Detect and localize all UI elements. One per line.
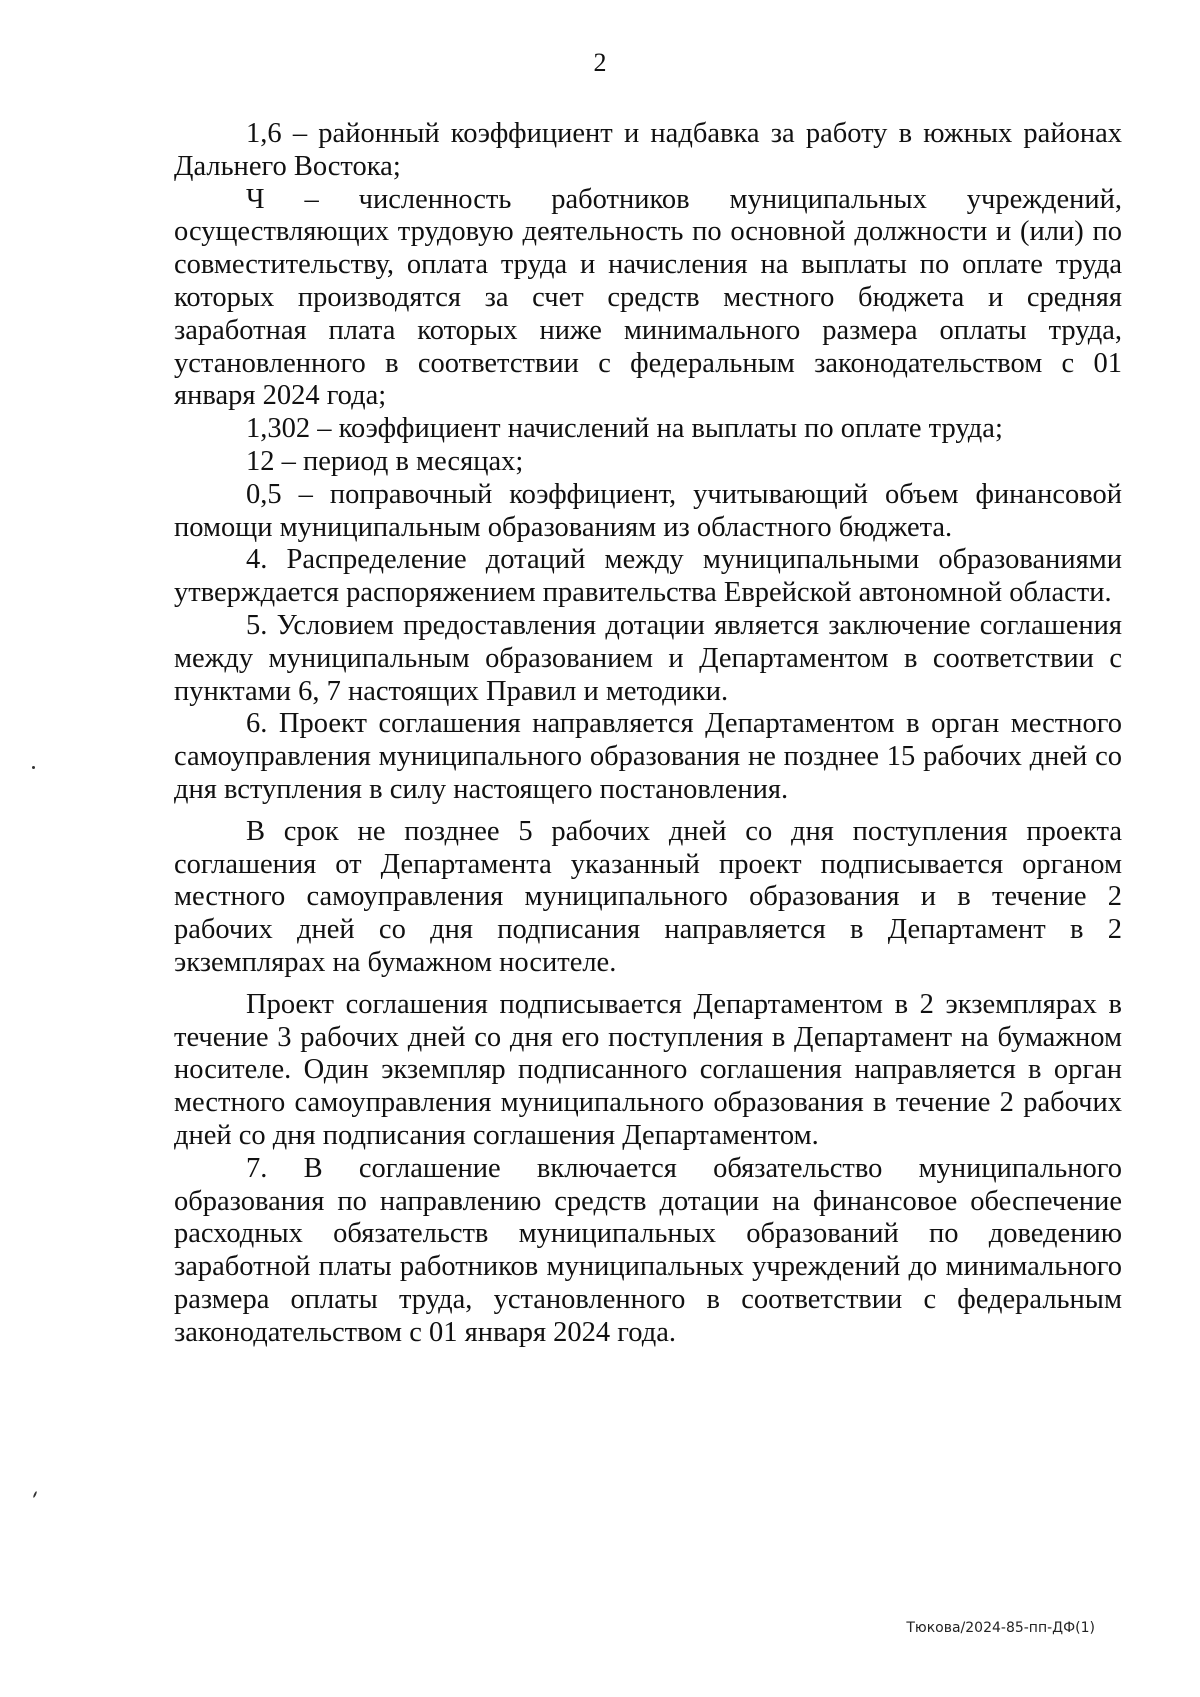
document-body (174, 118, 1122, 1349)
paragraph-item-4: 4. Распределение дотаций между муниципальными образованиями утверждается распоряжением правительства Еврейской автономной области. (174, 544, 1122, 609)
paragraph-item-5: 5. Условием предоставления дотации является заключение соглашения между муниципальным образованием и Департаментом в соответствии с пунктами 6, 7 настоящих Правил и методики. (174, 609, 1122, 707)
paragraph-period-months: 12 – период в месяцах; (246, 445, 524, 477)
scan-speck (33, 1491, 38, 1498)
document-code: Тюкова/2024-85-пп-ДФ(1) (906, 1620, 1095, 1636)
paragraph-employee-count: Ч – численность работников муниципальных учреждений, осуществляющих трудовую деятельность по основной должности и (или) по совместительству, оплата труда и начисления на выплаты по оплате труда которых производятся за счет средств местного бюджета и средняя заработная плата которых ниже минимального размера оплаты труда, установленного в соответствии с федеральным законодательством с 01 января 2024 года; (174, 183, 1122, 412)
page-number: 2 (593, 48, 607, 77)
paragraph-item-7: 7. В соглашение включается обязательство муниципального образования по направлению средств дотации на финансовое обеспечение расходных обязательств муниципальных образований по доведению заработной платы работников муниципальных учреждений до минимального размера оплаты труда, установленного в соответствии с федеральным законодательством с 01 января 2024 года. (174, 1152, 1122, 1348)
paragraph-correction-coefficient: 0,5 – поправочный коэффициент, учитывающий объем финансовой помощи муниципальным образованиям из областного бюджета. (174, 478, 1122, 543)
paragraph-item-6: 6. Проект соглашения направляется Департаментом в орган местного самоуправления муниципального образования не позднее 15 рабочих дней со дня вступления в силу настоящего постановления. (174, 708, 1122, 805)
paragraph-accrual-coefficient: 1,302 – коэффициент начислений на выплаты по оплате труда; (246, 413, 1003, 445)
scan-speck (32, 766, 35, 769)
paragraph-signing-deadline: В срок не позднее 5 рабочих дней со дня поступления проекта соглашения от Департамента указанный проект подписывается органом местного самоуправления муниципального образования и в течение 2 рабочих дней со дня подписания направляется в Департамент в 2 экземплярах на бумажном носителе. (174, 815, 1122, 978)
paragraph-regional-coefficient: 1,6 – районный коэффициент и надбавка за работу в южных районах Дальнего Востока; (174, 118, 1122, 182)
paragraph-department-signing: Проект соглашения подписывается Департаментом в 2 экземплярах в течение 3 рабочих дней со дня его поступления в Департамент на бумажном носителе. Один экземпляр подписанного соглашения направляется в орган местного самоуправления муниципального образования в течение 2 рабочих дней со дня подписания соглашения Департаментом. (174, 988, 1122, 1151)
